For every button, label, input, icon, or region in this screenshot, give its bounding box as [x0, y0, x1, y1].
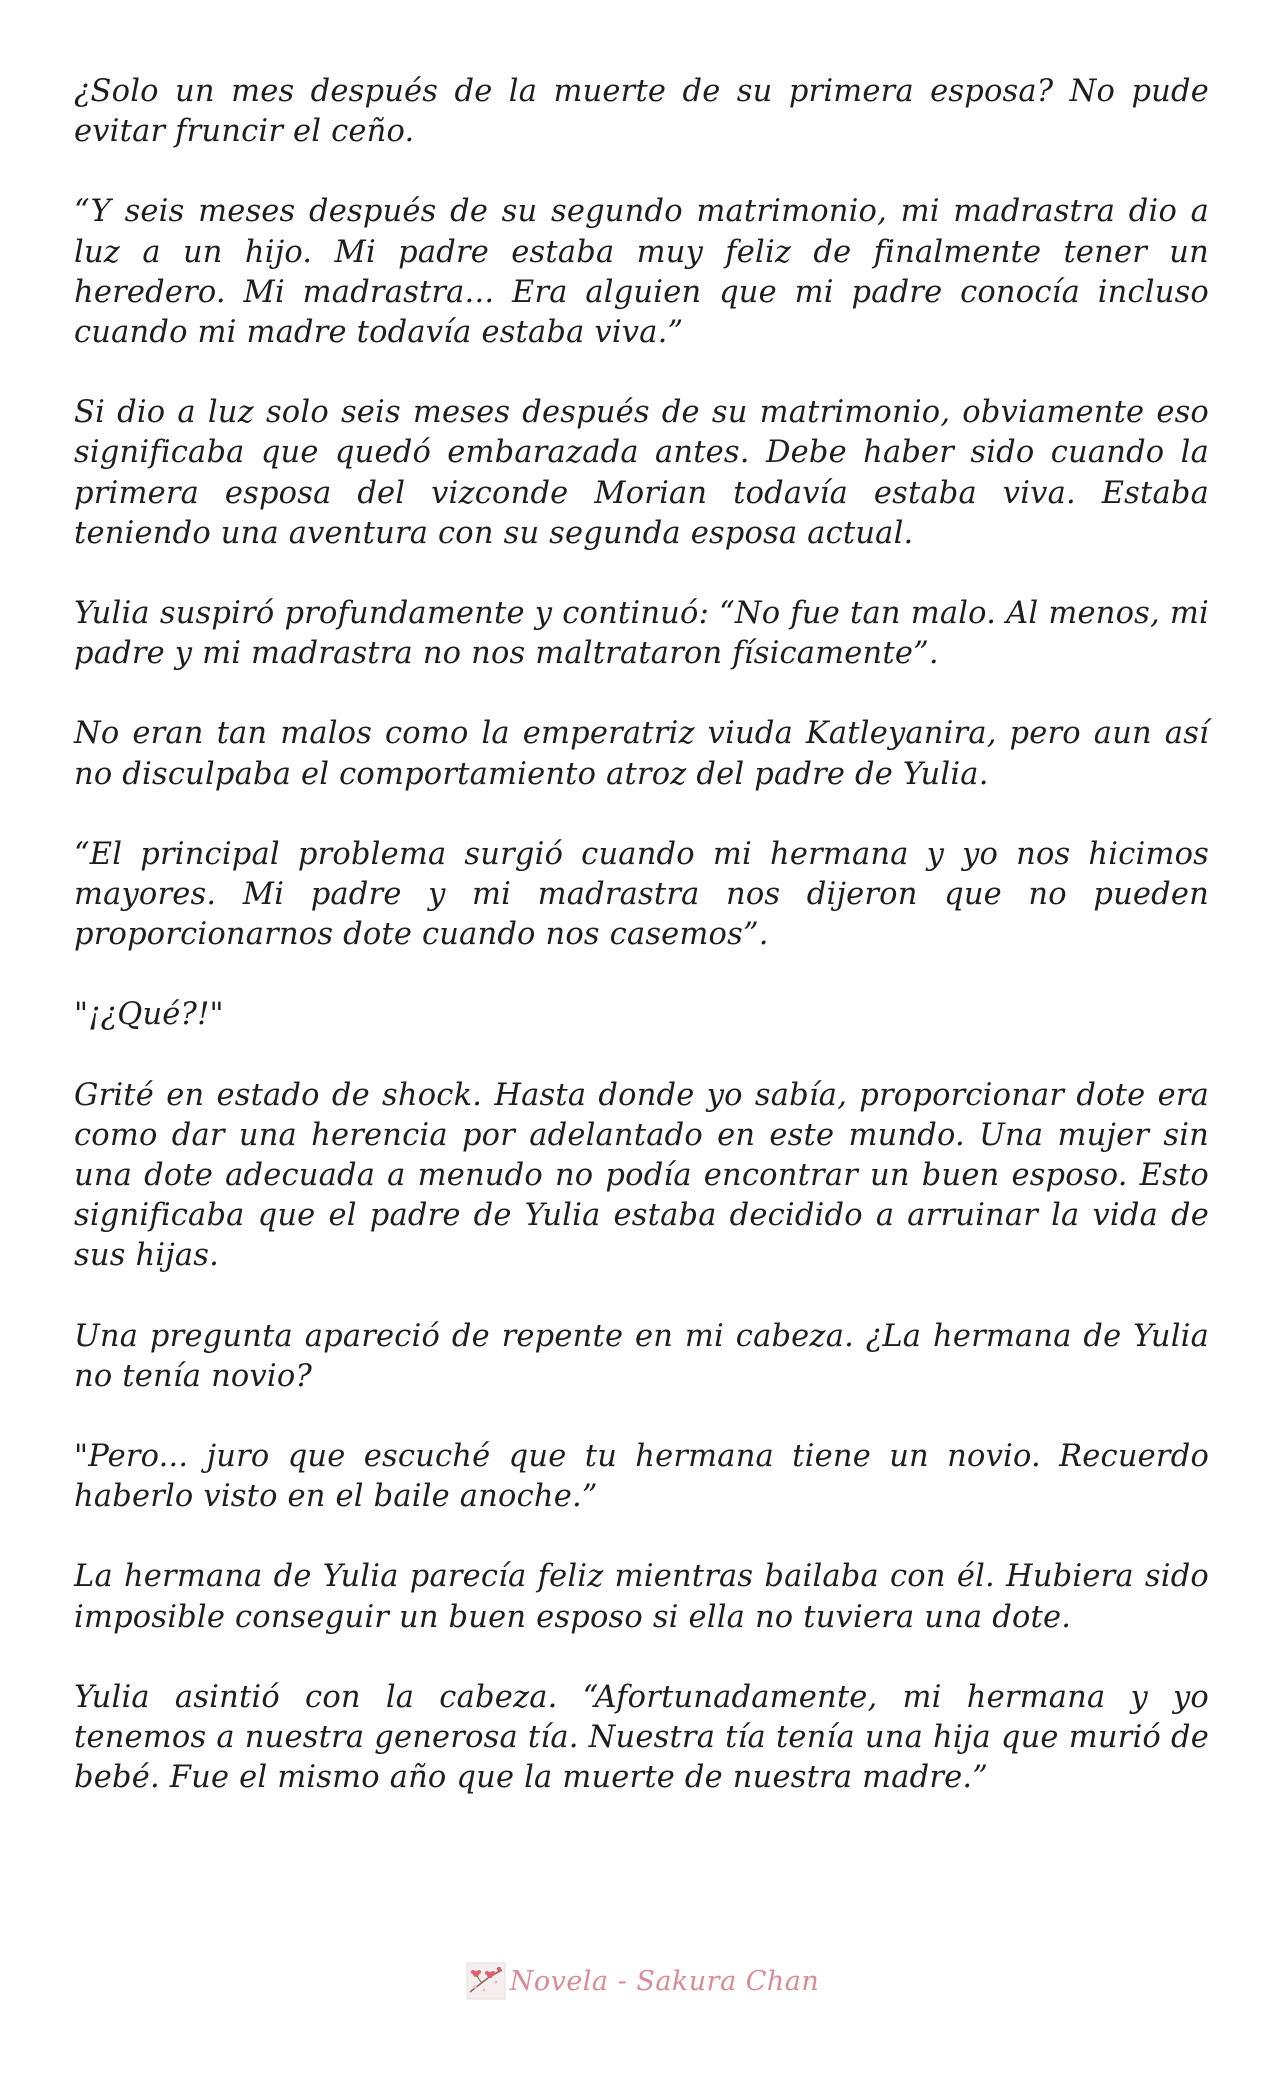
paragraph-10: "Pero... juro que escuché que tu hermana tiene un novio. Recuerdo haberlo visto en el baile anoche.” — [74, 1439, 1209, 1515]
paragraph-7: "¡¿Qué?!" — [74, 997, 224, 1033]
paragraph-5: No eran tan malos como la emperatriz viuda Katleyanira, pero aun así no disculpaba el comportamiento atroz del padre de Yulia. — [74, 716, 1209, 792]
story-text — [74, 72, 1209, 1839]
paragraph-8: Grité en estado de shock. Hasta donde yo sabía, proporcionar dote era como dar una herencia por adelantado en este mundo. Una mujer sin una dote adecuada a menudo no podía encontrar un buen esposo. Esto significaba que el padre de Yulia estaba decidido a arruinar la vida de sus hijas. — [74, 1077, 1209, 1274]
paragraph-9: Una pregunta apareció de repente en mi cabeza. ¿La hermana de Yulia no tenía novio? — [74, 1318, 1209, 1394]
sakura-flower-icon — [466, 1962, 506, 2000]
paragraph-1: ¿Solo un mes después de la muerte de su primera esposa? No pude evitar fruncir el ceño. — [74, 74, 1209, 150]
footer-watermark — [0, 1962, 1275, 2000]
paragraph-2: “Y seis meses después de su segundo matrimonio, mi madrastra dio a luz a un hijo. Mi padre estaba muy feliz de finalmente tener un heredero. Mi madrastra... Era alguien que mi padre conocía incluso cuando mi madre todavía estaba viva.” — [74, 194, 1209, 351]
paragraph-3: Si dio a luz solo seis meses después de su matrimonio, obviamente eso significaba que quedó embarazada antes. Debe haber sido cuando la primera esposa del vizconde Morian todavía estaba viva. Estaba teniendo una aventura con su segunda esposa actual. — [74, 395, 1209, 551]
footer-credit: Novela - Sakura Chan — [509, 1965, 820, 1997]
paragraph-4: Yulia suspiró profundamente y continuó: “No fue tan malo. Al menos, mi padre y mi madrastra no nos maltrataron físicamente”. — [74, 596, 1209, 672]
paragraph-12: Yulia asintió con la cabeza. “Afortunadamente, mi hermana y yo tenemos a nuestra generosa tía. Nuestra tía tenía una hija que murió de bebé. Fue el mismo año que la muerte de nuestra madre.” — [74, 1679, 1209, 1796]
paragraph-6: “El principal problema surgió cuando mi hermana y yo nos hicimos mayores. Mi padre y mi madrastra nos dijeron que no pueden proporcionarnos dote cuando nos casemos”. — [74, 836, 1209, 953]
paragraph-11: La hermana de Yulia parecía feliz mientras bailaba con él. Hubiera sido imposible conseguir un buen esposo si ella no tuviera una dote. — [74, 1559, 1209, 1635]
